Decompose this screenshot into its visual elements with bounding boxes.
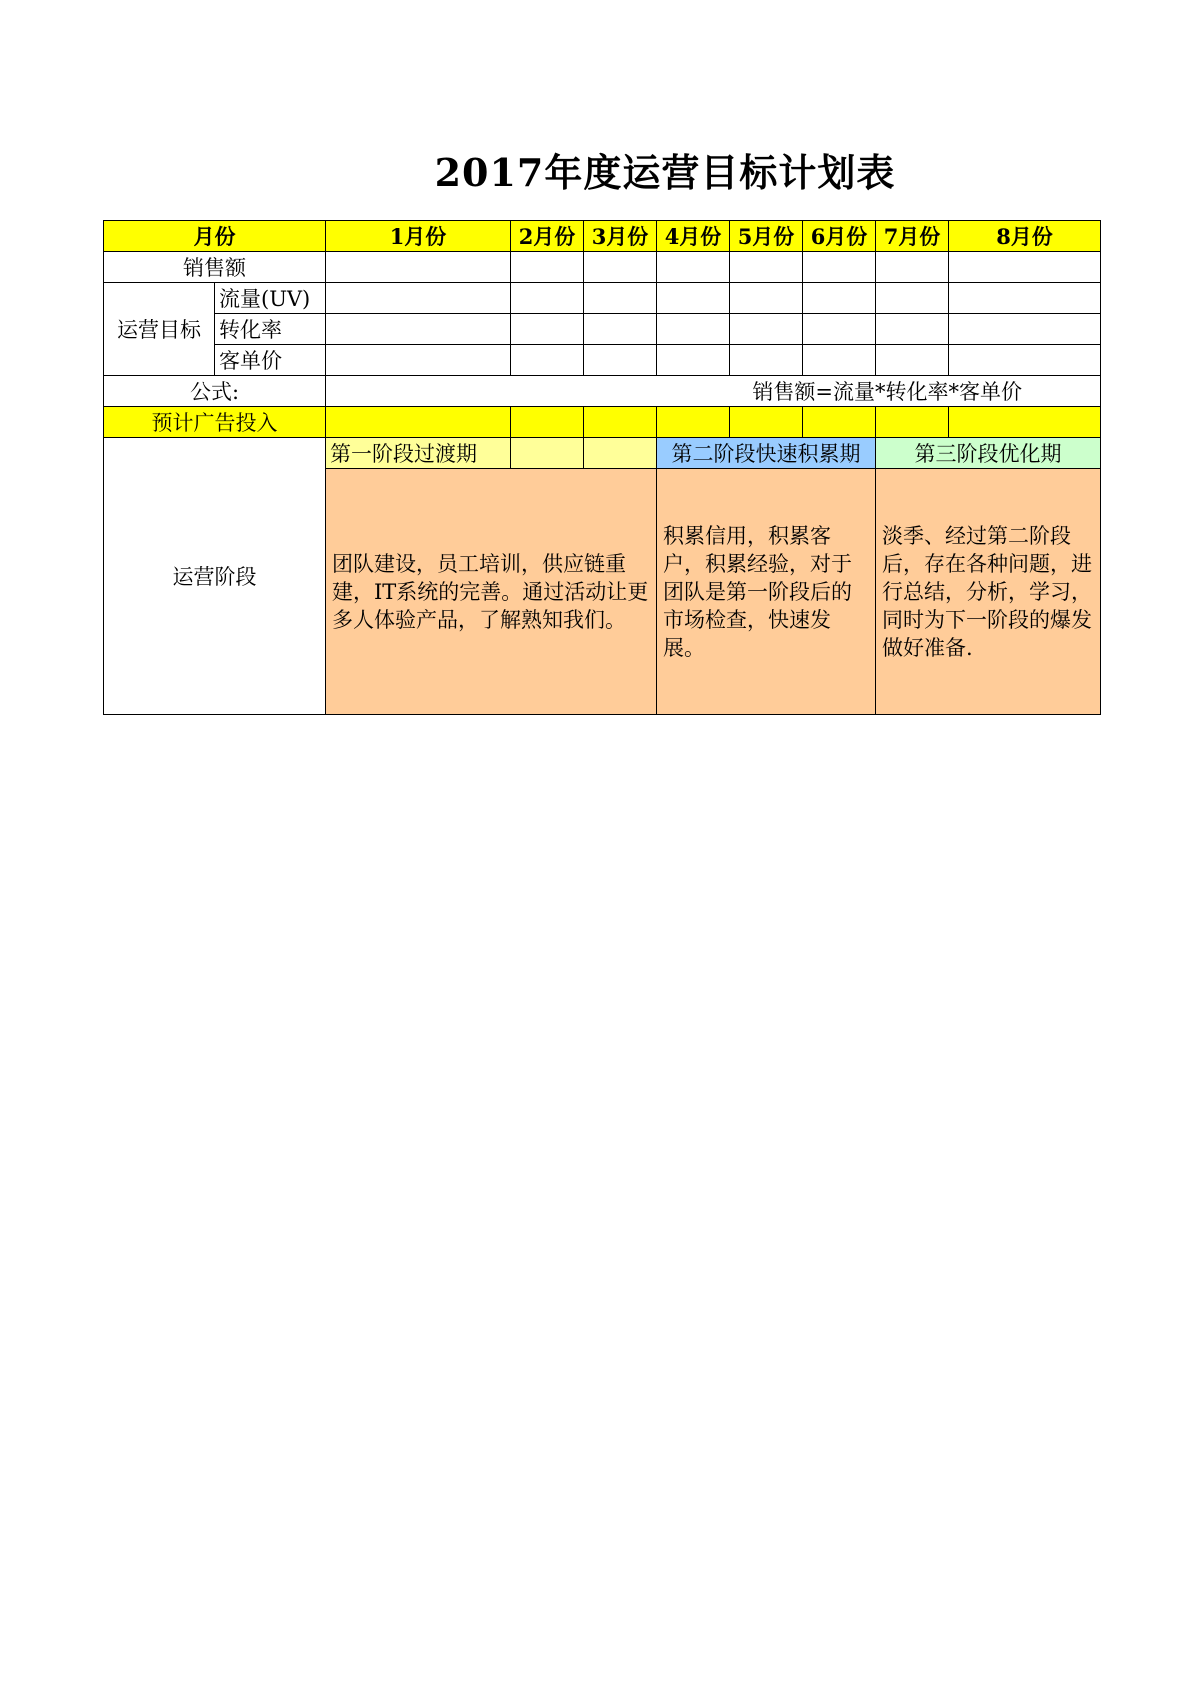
avg-price-row — [104, 345, 1101, 376]
stage-name-row — [104, 438, 1101, 469]
stage3-name: 第三阶段优化期 — [876, 438, 1101, 469]
stage2-description: 积累信用，积累客户，积累经验，对于团队是第一阶段后的市场检查，快速发展。 — [657, 469, 876, 715]
data-cell[interactable] — [876, 283, 949, 314]
conversion-label: 转化率 — [215, 314, 326, 345]
data-cell[interactable] — [657, 407, 730, 438]
avg-price-label: 客单价 — [215, 345, 326, 376]
page-title: 2017年度运营目标计划表 — [434, 150, 896, 195]
data-cell[interactable] — [803, 252, 876, 283]
formula-row — [104, 376, 1101, 407]
data-cell[interactable] — [584, 345, 657, 376]
month-header: 7月份 — [876, 221, 949, 252]
stage1-description: 团队建设，员工培训，供应链重建，IT系统的完善。通过活动让更多人体验产品，了解熟知我们。 — [326, 469, 657, 715]
data-cell[interactable] — [511, 407, 584, 438]
data-cell[interactable] — [511, 252, 584, 283]
data-cell[interactable] — [326, 407, 511, 438]
month-header: 2月份 — [511, 221, 584, 252]
data-cell[interactable] — [511, 345, 584, 376]
data-cell[interactable] — [876, 252, 949, 283]
data-cell[interactable] — [803, 407, 876, 438]
data-cell[interactable] — [584, 283, 657, 314]
month-header: 3月份 — [584, 221, 657, 252]
data-cell[interactable] — [657, 252, 730, 283]
data-cell[interactable] — [949, 252, 1101, 283]
data-cell[interactable] — [584, 314, 657, 345]
data-cell[interactable] — [511, 314, 584, 345]
stage1-name: 第一阶段过渡期 — [326, 438, 511, 469]
month-header: 5月份 — [730, 221, 803, 252]
stage1-cell — [511, 438, 584, 469]
stage2-name: 第二阶段快速积累期 — [657, 438, 876, 469]
month-header: 6月份 — [803, 221, 876, 252]
data-cell[interactable] — [657, 314, 730, 345]
data-cell[interactable] — [876, 345, 949, 376]
stage3-description: 淡季、经过第二阶段后，存在各种问题，进行总结，分析，学习，同时为下一阶段的爆发做好准备. — [876, 469, 1101, 715]
formula-value[interactable]: 销售额=流量*转化率*客单价 — [326, 376, 1101, 407]
sales-label: 销售额 — [104, 252, 326, 283]
ad-budget-label: 预计广告投入 — [104, 407, 326, 438]
data-cell[interactable] — [949, 407, 1101, 438]
data-cell[interactable] — [326, 345, 511, 376]
data-cell[interactable] — [730, 345, 803, 376]
conversion-row — [104, 314, 1101, 345]
data-cell[interactable] — [803, 283, 876, 314]
month-header: 4月份 — [657, 221, 730, 252]
data-cell[interactable] — [730, 252, 803, 283]
data-cell[interactable] — [326, 252, 511, 283]
traffic-row — [104, 283, 1101, 314]
data-cell[interactable] — [949, 314, 1101, 345]
data-cell[interactable] — [584, 407, 657, 438]
data-cell[interactable] — [730, 314, 803, 345]
data-cell[interactable] — [730, 283, 803, 314]
data-cell[interactable] — [326, 314, 511, 345]
data-cell[interactable] — [803, 345, 876, 376]
data-cell[interactable] — [730, 407, 803, 438]
data-cell[interactable] — [326, 283, 511, 314]
month-label-cell: 月份 — [104, 221, 326, 252]
traffic-label: 流量(UV) — [215, 283, 326, 314]
data-cell[interactable] — [584, 252, 657, 283]
ad-budget-row — [104, 407, 1101, 438]
data-cell[interactable] — [657, 283, 730, 314]
formula-label: 公式: — [104, 376, 326, 407]
data-cell[interactable] — [511, 283, 584, 314]
data-cell[interactable] — [949, 345, 1101, 376]
ops-target-label: 运营目标 — [104, 283, 215, 376]
sales-row — [104, 252, 1101, 283]
header-row — [104, 221, 1101, 252]
data-cell[interactable] — [876, 314, 949, 345]
month-header: 8月份 — [949, 221, 1101, 252]
data-cell[interactable] — [876, 407, 949, 438]
data-cell[interactable] — [803, 314, 876, 345]
stage1-cell — [584, 438, 657, 469]
month-header: 1月份 — [326, 221, 511, 252]
data-cell[interactable] — [657, 345, 730, 376]
ops-stage-label: 运营阶段 — [104, 438, 326, 715]
data-cell[interactable] — [949, 283, 1101, 314]
plan-table — [103, 220, 1101, 715]
